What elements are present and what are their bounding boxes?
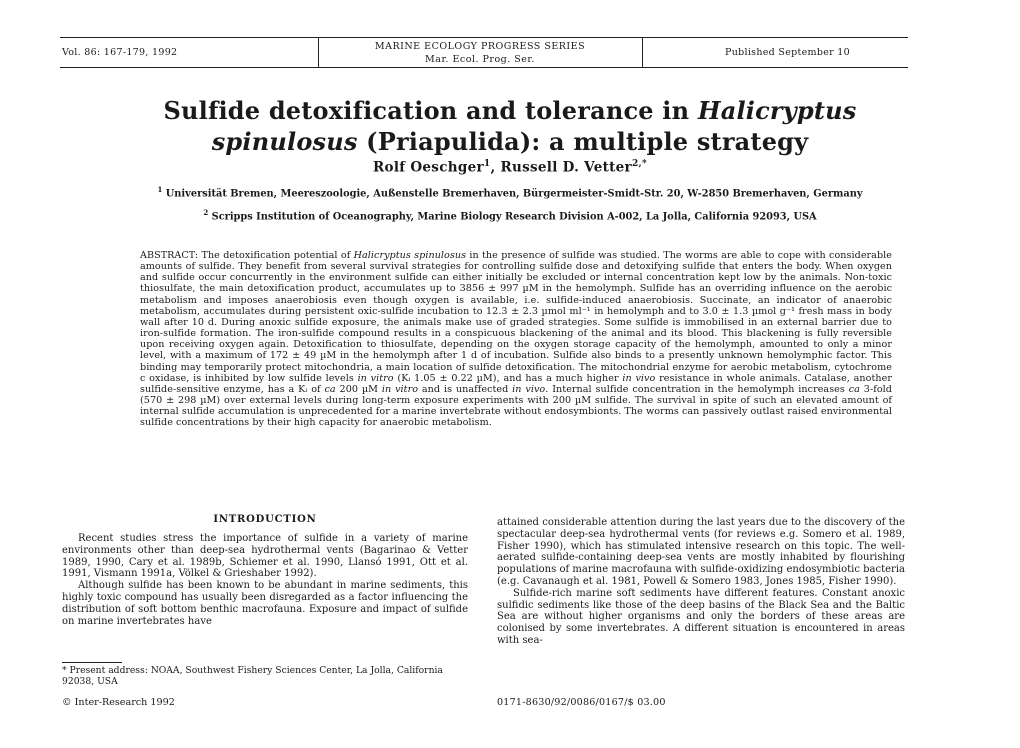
author-line — [40, 159, 980, 176]
title-part1: Sulfide detoxification and tolerance in — [163, 96, 698, 125]
abstract-text: (Kᵢ 1.05 ± 0.22 µM), and has a much higher — [393, 372, 623, 384]
journal-abbrev: Mar. Ecol. Prog. Ser. — [425, 54, 535, 65]
body-column-left — [62, 533, 468, 627]
header-divider-left — [318, 37, 319, 67]
journal-name — [330, 40, 630, 66]
abstract-italic: in vivo — [622, 372, 656, 384]
header-top-rule — [60, 37, 908, 38]
article-code: 0171-8630/92/0086/0167/$ 03.00 — [497, 697, 666, 708]
article-title — [40, 95, 980, 157]
affiliation-1 — [100, 184, 920, 200]
abstract-italic: in vitro — [381, 383, 419, 395]
affiliation-1-text: Universität Bremen, Meereszoologie, Außenstelle Bremerhaven, Bürgermeister-Smidt-Str. 20, W-2850 Bremerhaven, Germany — [165, 188, 863, 200]
abstract-text: . Internal sulfide concentration in the hemolymph increases — [545, 383, 849, 395]
publication-date: Published September 10 — [725, 47, 850, 58]
footnote-rule — [62, 662, 122, 663]
title-species: spinulosus — [211, 127, 358, 156]
abstract-italic: ca — [324, 383, 336, 395]
title-genus: Halicryptus — [697, 96, 857, 125]
header-bottom-rule — [60, 67, 908, 68]
affiliation-2 — [100, 207, 920, 223]
journal-title: MARINE ECOLOGY PROGRESS SERIES — [374, 41, 586, 52]
author-separator: , — [490, 159, 501, 176]
paragraph: Although sulfide has been known to be abundant in marine sediments, this highly toxic compound has usually been disregarded as a factor influencing the distribution of soft bottom benthic macrofauna. Exposure and impact of sulfide on marine invertebrates have — [62, 580, 468, 627]
author-2: Russell D. Vetter — [500, 159, 632, 176]
abstract-italic: in vitro — [357, 372, 394, 384]
footnote-mark: * — [62, 665, 67, 676]
abstract-text: resistance in whole animals. Catalase, another sulfide-sensitive enzyme, has a Kᵢ of — [140, 372, 892, 395]
abstract-text: in the presence of sulfide was studied. The worms are able to cope with considerable amounts of sulfide. They benefit from several survival strategies for controlling sulfide dose and detoxifying sulfide that enters the body. When oxygen and sulfide occur concurrently in the environment sulfide can either initially be excluded or internal concentration kept low by the animals. Non-toxic thiosulfate, the main detoxification product, accumulates up to 3856 ± 997 µM in the hemolymph. Sulfide has an overriding influence on the aerobic metabolism and imposes anaerobiosis even though oxygen is available, i.e. sulfide-induced anaerobiosis. Succinate, an indicator of anaerobic metabolism, accumulates during persistent oxic-sulfide incubation to 12.3 ± 2.3 µmol ml⁻¹ in hemolymph and to 3.0 ± 1.3 µmol g⁻¹ fresh mass in body wall after 10 d. During anoxic sulfide exposure, the animals make use of graded strategies. Some sulfide is immobilised in an external barrier due to iron-sulfide formation. The iron-sulfide compound results in a conspicuous blackening of the animal and its blood. This blackening is fully reversible upon receiving oxygen again. Detoxification to thiosulfate, depending on the oxygen storage capacity of the hemolymph, amounted to only a minor level, with a maximum of 172 ± 49 µM in the hemolymph after 1 d of incubation. Sulfide also binds to a presently unknown hemolymphic factor. This binding may temporarily protect mitochondria, a main location of sulfide detoxification. The mitochondrial enzyme for aerobic metabolism, cytochrome c oxidase, is inhibited by low sulfide levels — [140, 250, 892, 384]
paragraph: attained considerable attention during the last years due to the discovery of the spectacular deep-sea hydrothermal vents (for reviews e.g. Somero et al. 1989, Fisher 1990), which has stimulated intensive research on this topic. The well-aerated sulfide-containing deep-sea vents are mostly inhabited by flourishing populations of marine macrofauna with sulfide-oxidizing endosymbiotic bacteria (e.g. Cavanaugh et al. 1981, Powell & Somero 1983, Jones 1985, Fisher 1990). — [497, 517, 905, 587]
header-divider-right — [642, 37, 643, 67]
copyright: © Inter-Research 1992 — [62, 697, 175, 708]
affiliation-2-text: Scripps Institution of Oceanography, Marine Biology Research Division A-002, La Jolla, California 92093, USA — [211, 211, 817, 223]
paragraph: Recent studies stress the importance of sulfide in a variety of marine environments other than deep-sea hydrothermal vents (Bagarinao & Vetter 1989, 1990, Cary et al. 1989b, Schiemer et al. 1990, Llansó 1991, Ott et al. 1991, Vismann 1991a, Völkel & Grieshaber 1992). — [62, 533, 468, 580]
affiliation-2-mark: 2 — [203, 208, 209, 217]
abstract-italic: in vivo — [512, 383, 546, 395]
abstract-text: 3-fold (570 ± 298 µM) over external levels during long-term exposure experiments with 200 µM sulfide. The survival in spite of such an elevated amount of internal sulfide accumulation is unprecedented for a marine invertebrate without endosymbionts. The worms can passively outlast raised environmental sulfide concentrations by their high capacity for anaerobic metabolism. — [140, 383, 892, 429]
abstract — [140, 250, 892, 429]
author-2-mark: 2,* — [631, 159, 647, 169]
abstract-taxon: Halicryptus spinulosus — [353, 250, 467, 261]
abstract-text: 200 µM — [335, 383, 382, 395]
abstract-italic: ca — [848, 383, 860, 395]
paragraph: Sulfide-rich marine soft sediments have different features. Constant anoxic sulfidic sediments like those of the deep basins of the Black Sea and the Baltic Sea are without higher organisms and only the borders of these areas are colonised by some invertebrates. A different situation is encountered in areas with sea- — [497, 587, 905, 646]
author-1-mark: 1 — [483, 159, 491, 169]
author-1: Rolf Oeschger — [373, 159, 484, 176]
abstract-label: ABSTRACT: — [140, 250, 199, 261]
footnote-text: Present address: NOAA, Southwest Fishery Sciences Center, La Jolla, California 92038, USA — [62, 665, 443, 687]
volume-info: Vol. 86: 167-179, 1992 — [62, 47, 178, 58]
section-heading-introduction: INTRODUCTION — [213, 514, 317, 525]
body-column-right — [497, 517, 905, 647]
abstract-text: and is unaffected — [418, 383, 513, 395]
abstract-text: The detoxification potential of — [198, 250, 354, 261]
affiliation-1-mark: 1 — [157, 185, 163, 194]
footnote — [62, 665, 468, 687]
title-part2: (Priapulida): a multiple strategy — [357, 127, 809, 156]
